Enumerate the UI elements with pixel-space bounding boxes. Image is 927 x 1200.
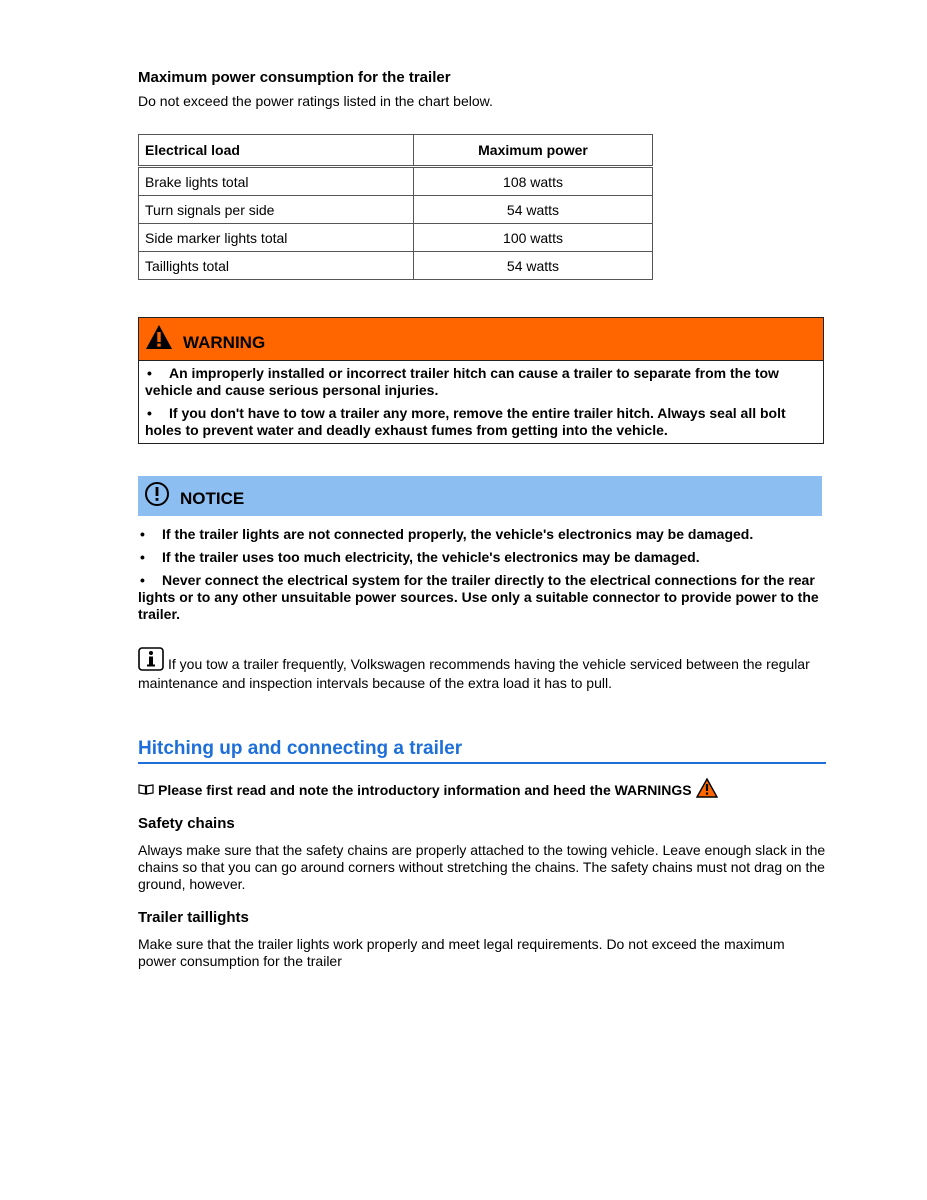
warning-triangle-icon xyxy=(145,324,173,355)
warning-item: • An improperly installed or incorrect trailer hitch can cause a trailer to separate from the tow vehicle and cause serious personal injuries. xyxy=(145,365,779,398)
notice-header xyxy=(138,476,822,516)
section-title: Hitching up and connecting a trailer xyxy=(138,738,826,764)
trailer-taillights-title: Trailer taillights xyxy=(138,909,249,926)
table-row xyxy=(139,167,653,196)
info-icon xyxy=(138,647,164,675)
table-cell-power: 100 watts xyxy=(414,224,653,252)
table-cell-power: 108 watts xyxy=(414,167,653,196)
table-row xyxy=(139,196,653,224)
section-intro xyxy=(138,778,826,801)
table-header-load: Electrical load xyxy=(139,135,414,167)
table-header-row xyxy=(139,135,653,167)
info-note-text: If you tow a trailer frequently, Volkswagen recommends having the vehicle serviced between the regular maintenance and inspection intervals because of the extra load it has to pull. xyxy=(138,656,810,691)
table-cell-power: 54 watts xyxy=(414,196,653,224)
power-section-intro: Do not exceed the power ratings listed in the chart below. xyxy=(138,93,493,109)
warning-label: WARNING xyxy=(183,333,266,352)
notice-label: NOTICE xyxy=(180,489,245,508)
table-cell-power: 54 watts xyxy=(414,252,653,280)
warning-header xyxy=(139,318,823,361)
exclamation-circle-icon xyxy=(144,481,170,512)
info-note xyxy=(138,647,826,692)
book-icon xyxy=(138,782,154,798)
warning-body xyxy=(139,361,823,443)
safety-chains-title: Safety chains xyxy=(138,815,235,832)
warning-item: • If you don't have to tow a trailer any more, remove the entire trailer hitch. Always seal all bolt holes to prevent water and deadly exhaust fumes from getting into the vehicle. xyxy=(145,405,786,438)
notice-item: • If the trailer lights are not connected properly, the vehicle's electronics may be damaged. xyxy=(140,526,754,542)
power-section-title: Maximum power consumption for the trailer xyxy=(138,69,451,86)
table-header-power: Maximum power xyxy=(414,135,653,167)
document-page xyxy=(138,68,826,970)
safety-chains-text: Always make sure that the safety chains are properly attached to the towing vehicle. Leave enough slack in the chains so that you can go around corners without stretching the chains. The safety chains must not drag on the ground, however. xyxy=(138,842,826,892)
power-table xyxy=(138,134,653,280)
notice-item: • If the trailer uses too much electricity, the vehicle's electronics may be damaged. xyxy=(140,549,700,565)
warning-triangle-icon xyxy=(696,778,718,801)
notice-body xyxy=(138,526,826,623)
table-row xyxy=(139,224,653,252)
warning-box xyxy=(138,317,824,444)
table-row xyxy=(139,252,653,280)
section-intro-text: Please first read and note the introductory information and heed the WARNINGS xyxy=(158,781,692,798)
table-cell-load: Turn signals per side xyxy=(139,196,414,224)
table-cell-load: Side marker lights total xyxy=(139,224,414,252)
table-cell-load: Taillights total xyxy=(139,252,414,280)
trailer-taillights-text: Make sure that the trailer lights work properly and meet legal requirements. Do not exceed the maximum power consumption for the trailer xyxy=(138,936,785,969)
notice-item: • Never connect the electrical system for the trailer directly to the electrical connections for the rear lights or to any other unsuitable power sources. Use only a suitable connector to provide power to the trailer. xyxy=(138,572,819,622)
table-cell-load: Brake lights total xyxy=(139,167,414,196)
